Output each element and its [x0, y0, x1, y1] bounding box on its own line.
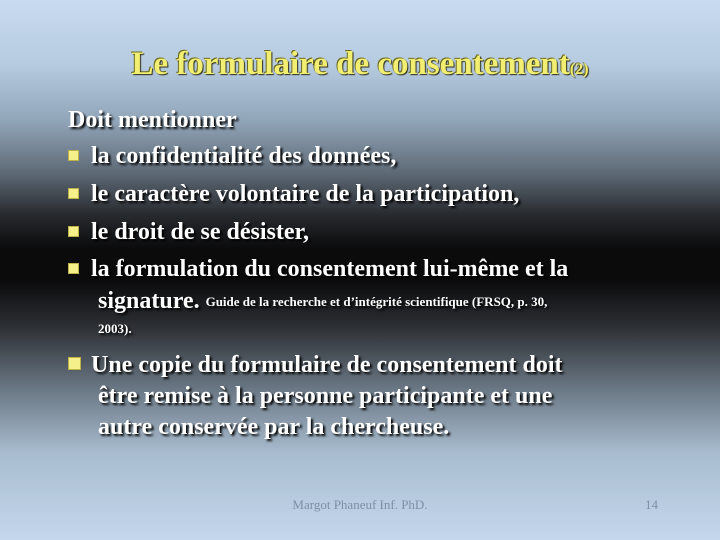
bullet-item-label: la formulation du consentement lui-même et la: [91, 256, 569, 282]
bullet-item: [68, 256, 568, 283]
bullet-item-copy: [68, 350, 563, 443]
citation-line-2: 2003).: [98, 321, 132, 336]
footer-author: Margot Phaneuf Inf. PhD.: [292, 497, 428, 512]
bullet-copy-line-2: être remise à la personne participante et une: [98, 383, 553, 409]
bullet-item-label: le caractère volontaire de la participation,: [91, 181, 520, 207]
bullet-copy-line-3: autre conservée par la chercheuse.: [98, 414, 450, 440]
page-number: 14: [645, 497, 658, 512]
bullet-square-icon: [68, 357, 81, 370]
bullet-square-icon: [68, 188, 79, 199]
bullet-square-icon: [68, 150, 79, 161]
bullet-item: [68, 181, 519, 208]
bullet-square-icon: [68, 263, 79, 274]
bullet-item-label: le droit de se désister,: [91, 219, 309, 245]
intro-text: Doit mentionner: [68, 107, 237, 133]
citation-line-1: Guide de la recherche et d’intégrité scientifique (FRSQ, p. 30,: [205, 294, 548, 309]
slide-title-text: Le formulaire de consentement: [131, 46, 570, 82]
bullet-item: [68, 143, 396, 170]
bullet-copy-text-1: Une copie du formulaire de consentement doit: [91, 352, 563, 378]
bullet-item-label: la confidentialité des données,: [91, 143, 397, 169]
bullet-square-icon: [68, 226, 79, 237]
continuation-text: signature.: [98, 288, 200, 314]
bullet-item: [68, 219, 309, 246]
slide-title-suffix: (2): [569, 61, 589, 78]
bullet-copy-line-1: [68, 350, 563, 381]
bullet-continuation: [98, 288, 547, 315]
slide-title: [0, 46, 720, 83]
